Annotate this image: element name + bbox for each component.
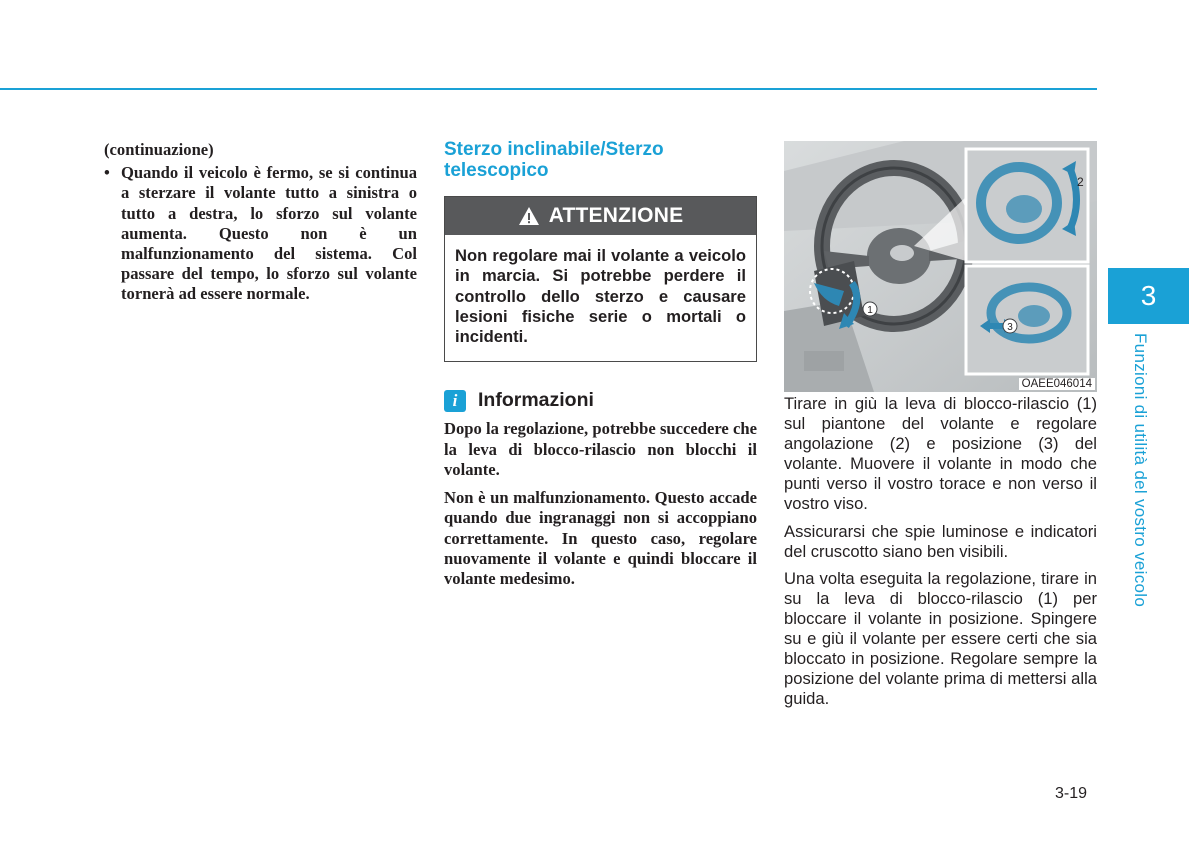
bullet-text: Quando il veicolo è fermo, se si continua a sterzare il volante tutto a sinistra o tutto a destra, lo sforzo sul volante aumenta. Questo non è un malfunzionamento del sistema. Col passare del tempo, lo sforzo sul volante tornerà ad essere normale. bbox=[121, 163, 417, 304]
right-column bbox=[784, 394, 1097, 716]
warning-text: Non regolare mai il volante a veicolo in marcia. Si potrebbe perdere il controllo dello sterzo e causare lesioni fisiche serie o mortali o incidenti. bbox=[455, 246, 746, 347]
warning-triangle-icon bbox=[518, 206, 540, 226]
section-title bbox=[444, 139, 757, 181]
chapter-title: Funzioni di utilità del vostro veicolo bbox=[1131, 333, 1150, 608]
warning-box bbox=[444, 196, 757, 362]
bullet-marker: • bbox=[104, 163, 110, 183]
info-header bbox=[444, 389, 757, 412]
callout-1: 1 bbox=[867, 305, 873, 316]
left-column bbox=[104, 140, 417, 305]
right-paragraph-1: Tirare in giù la leva di blocco-rilascio (1) sul piantone del volante e regolare angolazione (2) e posizione (3) del volante. Muovere il volante in modo che punti verso il vostro torace e non verso il vostro viso. bbox=[784, 394, 1097, 514]
steering-wheel-figure bbox=[784, 141, 1097, 392]
continuation-label: (continuazione) bbox=[104, 140, 214, 159]
right-paragraph-2: Assicurarsi che spie luminose e indicatori del cruscotto siano ben visibili. bbox=[784, 521, 1097, 561]
right-paragraph-3: Una volta eseguita la regolazione, tirare in su la leva di blocco-rilascio (1) per bloccare il volante in posizione. Spingere su e giù il volante per essere certi che sia bloccato in posizione. Regolare sempre la posizione del volante prima di mettersi alla guida. bbox=[784, 568, 1097, 709]
middle-column bbox=[444, 139, 757, 597]
top-rule bbox=[0, 88, 1097, 90]
info-icon: i bbox=[444, 390, 466, 412]
info-title: Informazioni bbox=[478, 389, 594, 412]
chapter-number: 3 bbox=[1140, 280, 1157, 311]
chapter-title-vertical bbox=[1128, 333, 1158, 613]
page-number: 3-19 bbox=[1055, 785, 1088, 802]
info-paragraph-1: Dopo la regolazione, potrebbe succedere che la leva di blocco-rilascio non blocchi il volante. bbox=[444, 419, 757, 479]
info-paragraph-2: Non è un malfunzionamento. Questo accade quando due ingranaggi non si accoppiano correttamente. In questo caso, regolare nuovamente il volante e quindi bloccare il volante medesimo. bbox=[444, 488, 757, 588]
bullet-item bbox=[104, 163, 417, 304]
section-title-line1: Sterzo inclinabile/Sterzo bbox=[444, 139, 664, 160]
callout-3: 3 bbox=[1007, 322, 1013, 333]
section-title-line2: telescopico bbox=[444, 160, 549, 181]
warning-label: ATTENZIONE bbox=[548, 204, 684, 227]
steering-wheel-illustration bbox=[784, 141, 1097, 392]
info-text bbox=[444, 419, 757, 589]
chapter-tab bbox=[1108, 268, 1189, 324]
figure-code: OAEE046014 bbox=[1019, 378, 1095, 390]
callout-2: 2 bbox=[1077, 175, 1084, 189]
warning-header bbox=[445, 197, 756, 235]
